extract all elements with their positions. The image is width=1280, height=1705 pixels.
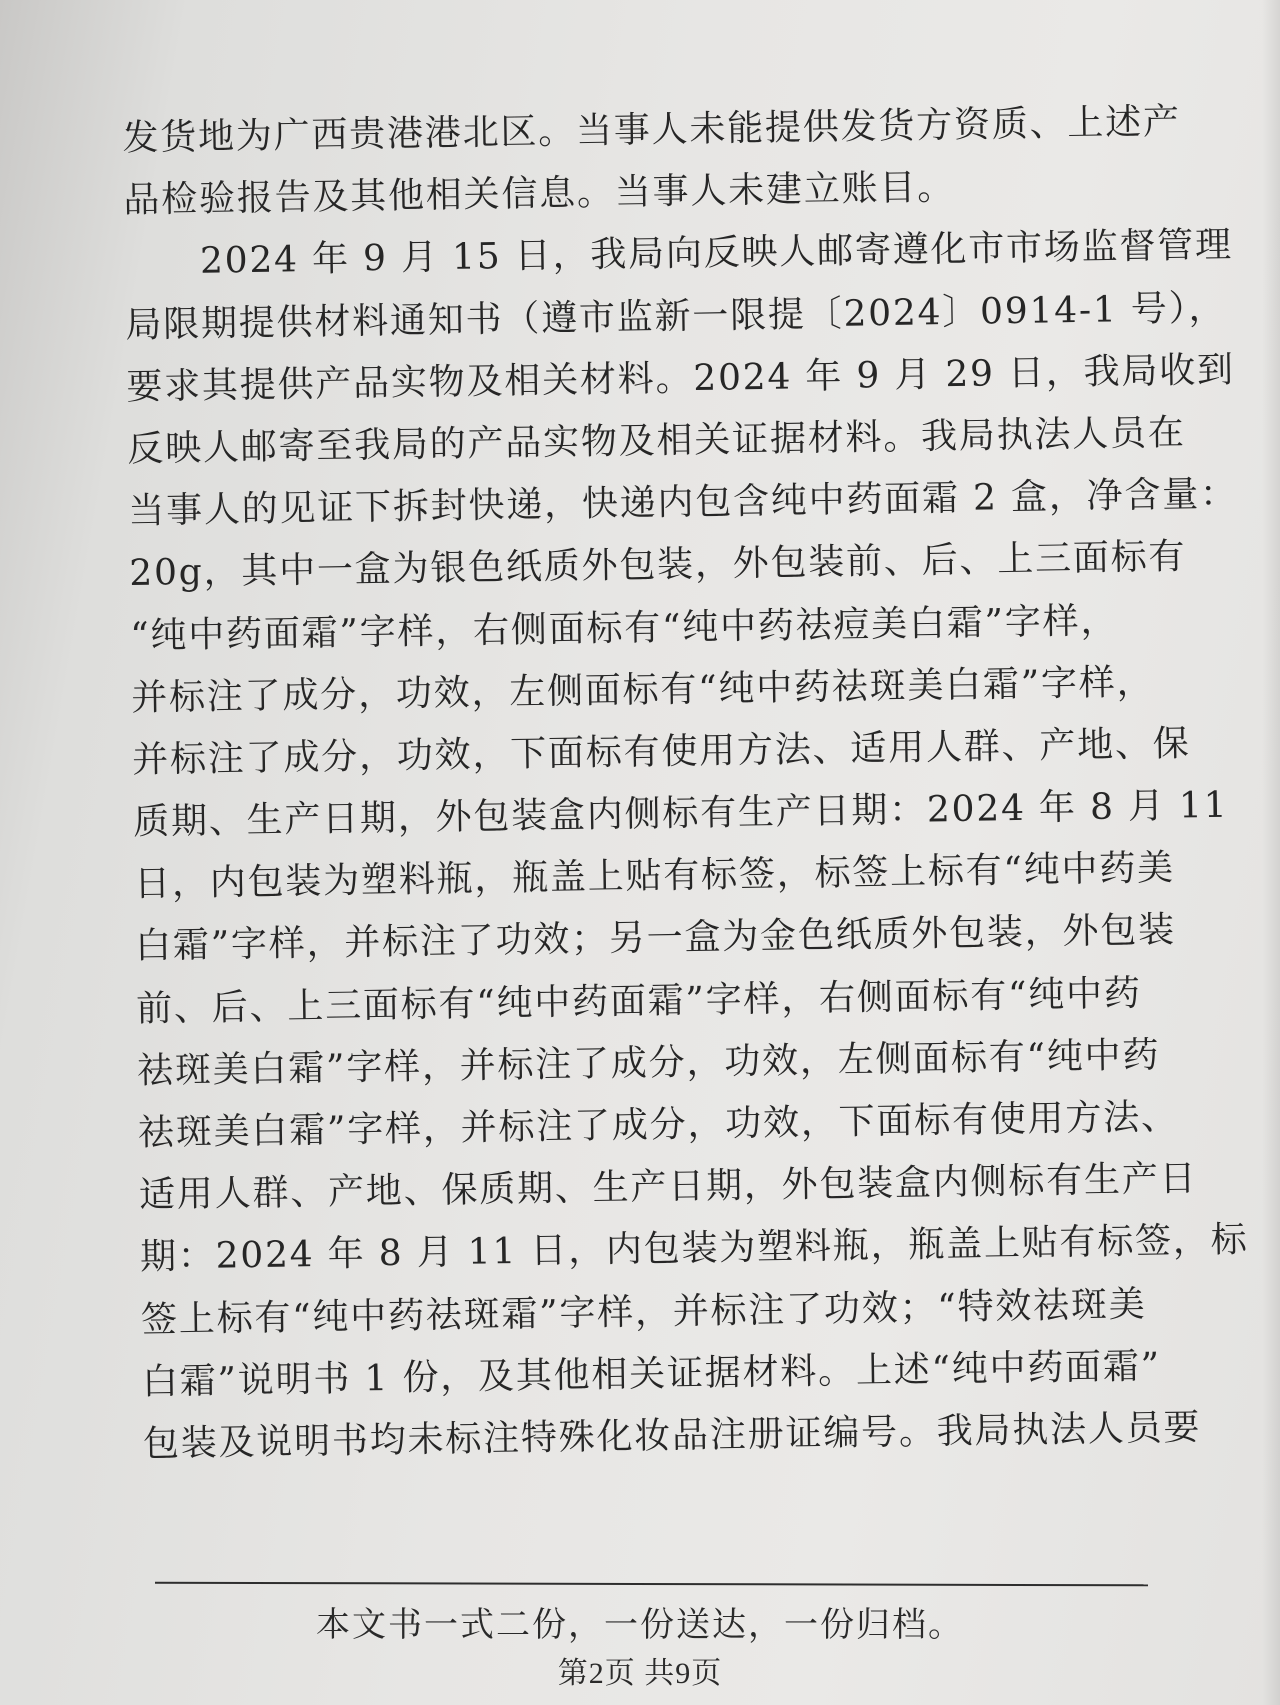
body-line-11: 并标注了成分，功效，下面标有使用方法、适用人群、产地、保 xyxy=(131,723,1191,781)
body-line-5: 要求其提供产品实物及相关材料。2024 年 9 月 29 日，我局收到 xyxy=(126,349,1236,408)
body-line-18: 适用人群、产地、保质期、生产日期，外包装盒内侧标有生产日 xyxy=(138,1158,1198,1217)
body-line-13: 日，内包装为塑料瓶，瓶盖上贴有标签，标签上标有“纯中药美 xyxy=(133,847,1176,906)
body-line-2: 品检验报告及其他相关信息。当事人未建立账目。 xyxy=(123,167,956,222)
body-line-20: 签上标有“纯中药祛斑霜”字样，并标注了功效；“特效祛斑美 xyxy=(140,1283,1147,1341)
body-line-4: 局限期提供材料通知书（遵市监新一限提〔2024〕0914-1 号）， xyxy=(125,287,1227,346)
body-line-7: 当事人的见证下拆封快递，快递内包含纯中药面霜 2 盒，净含量： xyxy=(128,473,1239,533)
body-line-9: “纯中药面霜”字样，右侧面标有“纯中药祛痘美白霜”字样， xyxy=(129,599,1119,657)
body-line-3: 2024 年 9 月 15 日，我局向反映人邮寄遵化市市场监督管理 xyxy=(124,224,1234,284)
body-line-15: 前、后、上三面标有“纯中药面霜”字样，右侧面标有“纯中药 xyxy=(135,972,1142,1030)
body-line-10: 并标注了成分，功效，左侧面标有“纯中药祛斑美白霜”字样， xyxy=(130,661,1155,719)
body-line-6: 反映人邮寄至我局的产品实物及相关证据材料。我局执法人员在 xyxy=(127,412,1186,470)
page-edge-shadow xyxy=(1262,0,1280,1705)
body-line-12: 质期、生产日期，外包装盒内侧标有生产日期：2024 年 8 月 11 xyxy=(132,784,1229,843)
page-number: 第2页 共9页 xyxy=(557,1657,723,1690)
footer-copies-note: 本文书一式二份，一份送达，一份归档。 xyxy=(316,1605,964,1645)
body-line-22: 包装及说明书均未标注特殊化妆品注册证编号。我局执法人员要 xyxy=(142,1407,1202,1465)
body-line-14: 白霜”字样，并标注了功效；另一盒为金色纸质外包装，外包装 xyxy=(134,909,1177,968)
document-body xyxy=(122,92,1249,1476)
body-line-17: 祛斑美白霜”字样，并标注了成分，功效，下面标有使用方法、 xyxy=(137,1096,1180,1154)
body-line-19: 期：2024 年 8 月 11 日，内包装为塑料瓶，瓶盖上贴有标签，标 xyxy=(139,1219,1249,1279)
body-line-1: 发货地为广西贵港港北区。当事人未能提供发货方资质、上述产 xyxy=(122,101,1182,159)
body-line-21: 白霜”说明书 1 份，及其他相关证据材料。上述“纯中药面霜” xyxy=(141,1345,1162,1403)
body-line-8: 20g，其中一盒为银色纸质外包装，外包装前、后、上三面标有 xyxy=(128,536,1187,595)
body-line-16: 祛斑美白霜”字样，并标注了成分，功效，左侧面标有“纯中药 xyxy=(136,1034,1161,1092)
footer-divider xyxy=(155,1582,1148,1587)
